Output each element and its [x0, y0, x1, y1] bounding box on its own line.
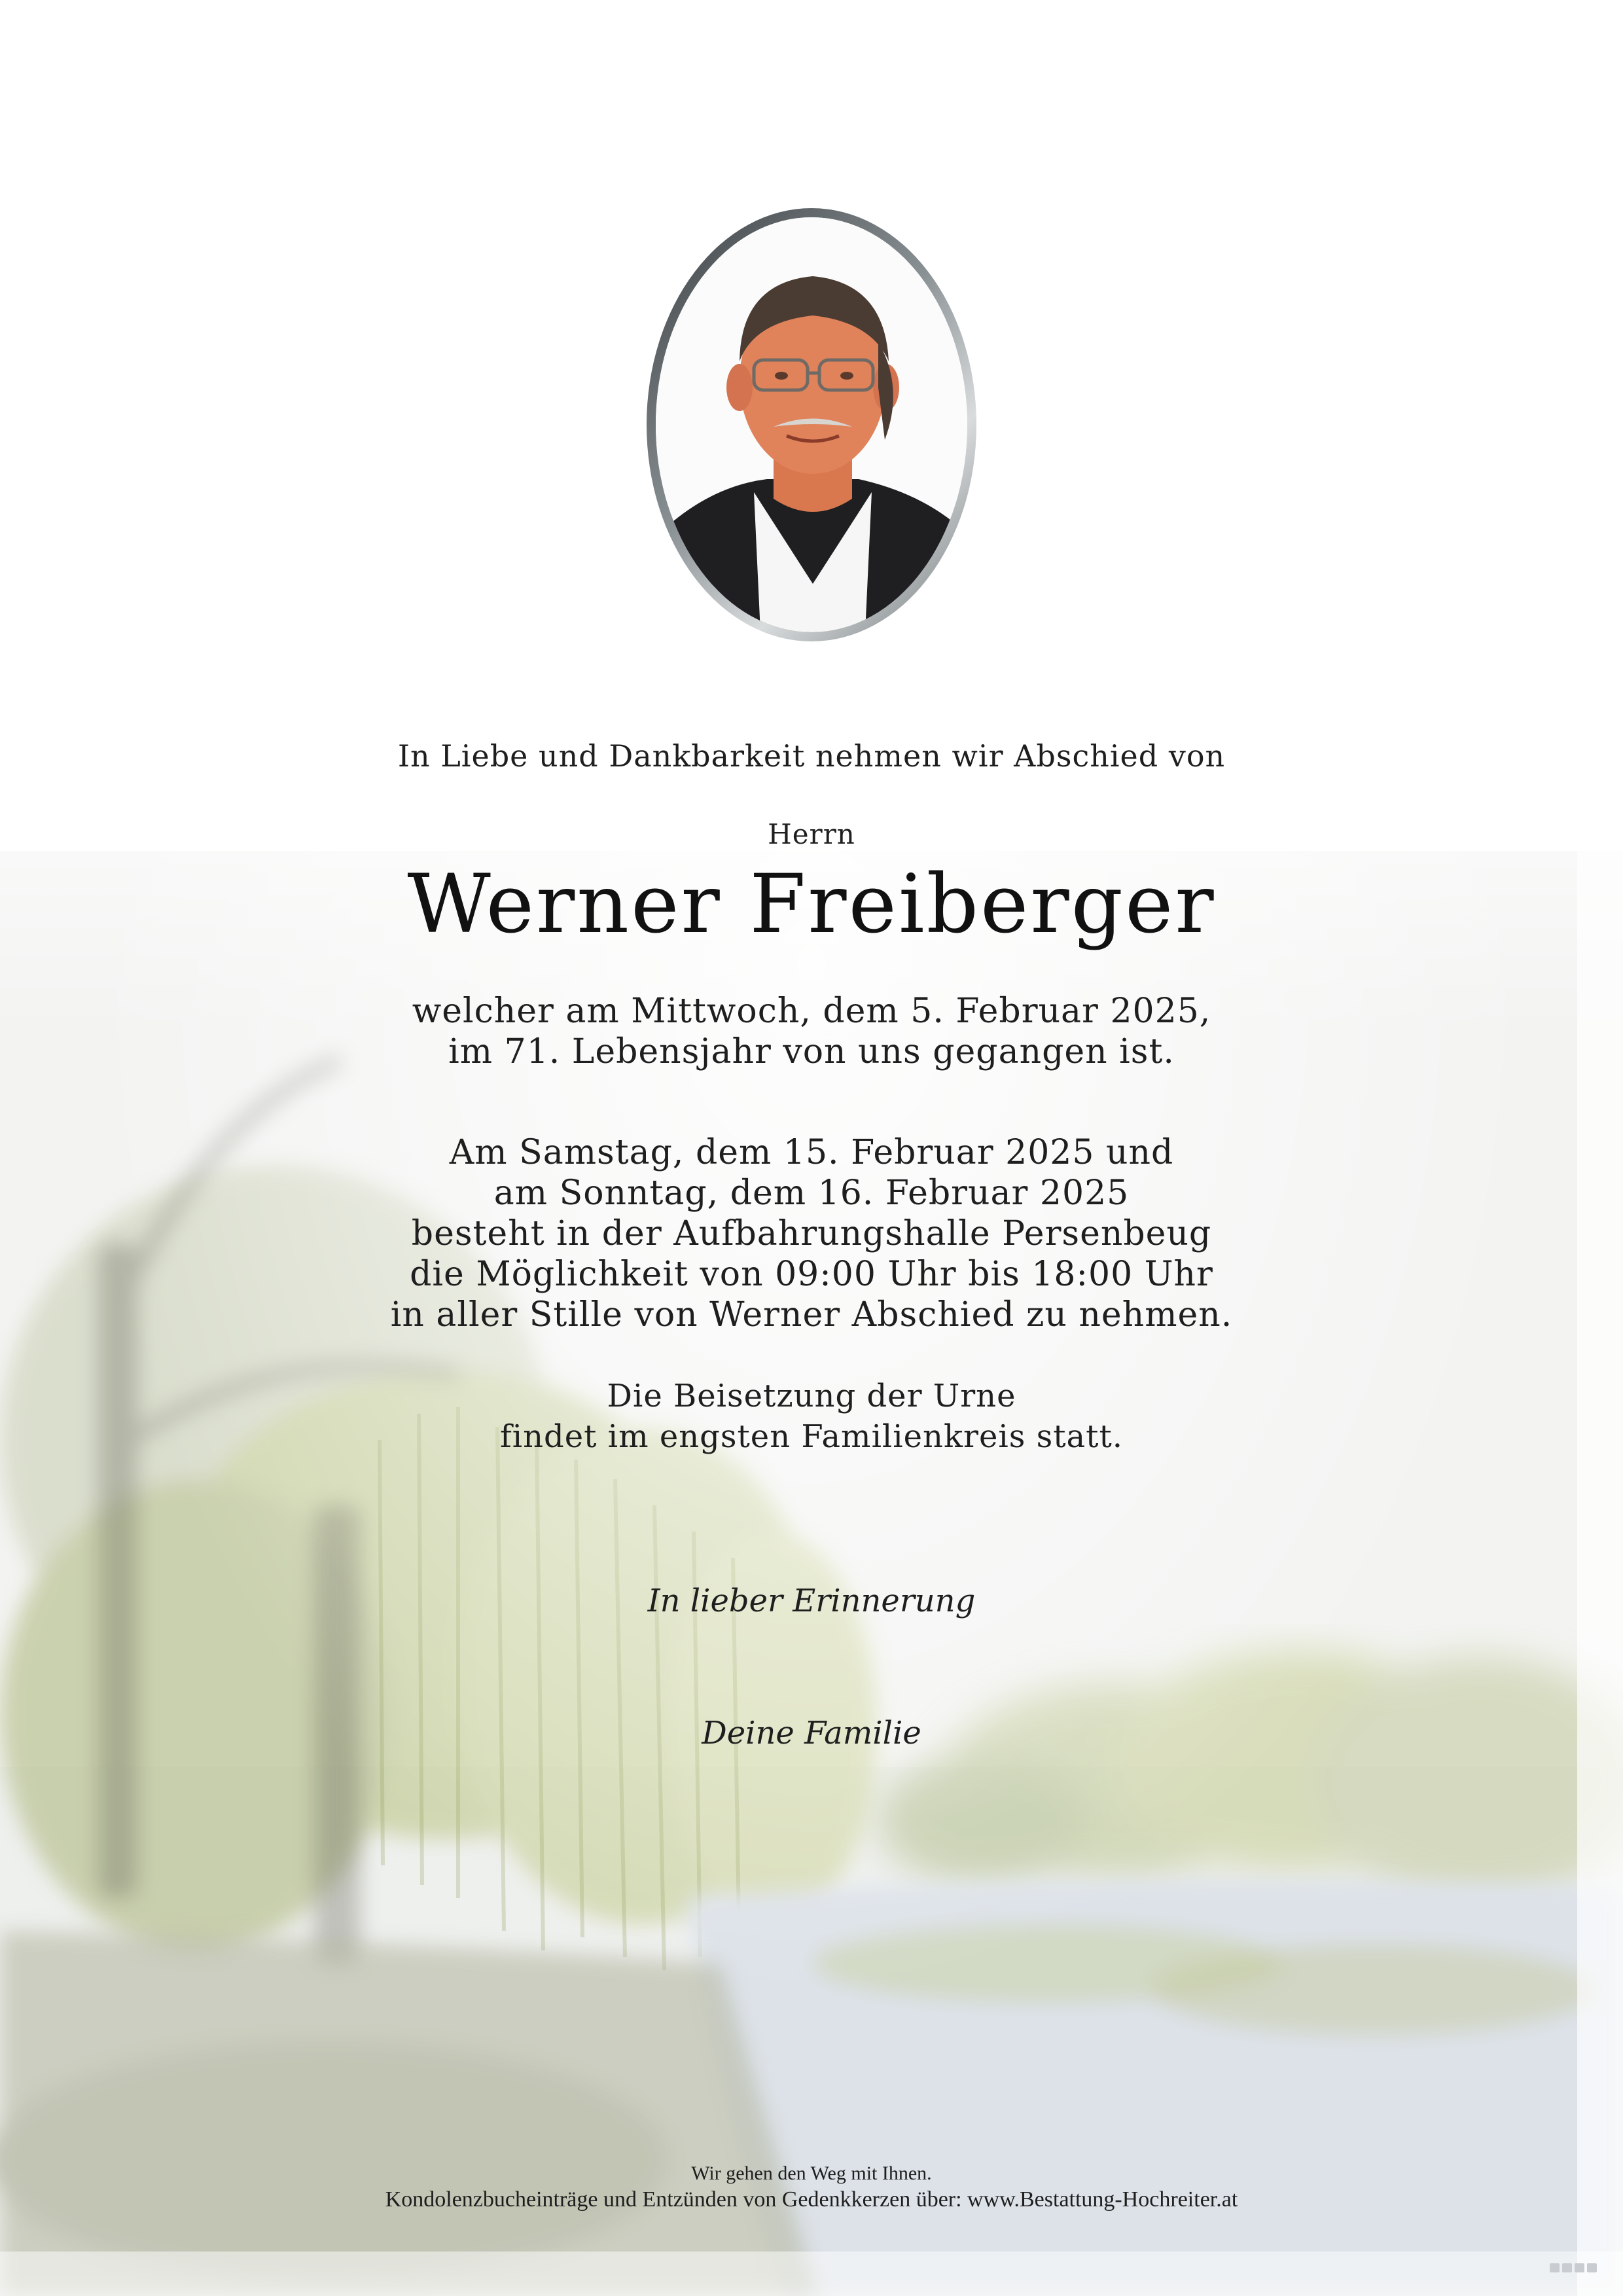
- salutation: Herrn: [768, 818, 855, 850]
- footer-slogan: Wir gehen den Weg mit Ihnen.: [691, 2162, 932, 2184]
- death-date-line: welcher am Mittwoch, dem 5. Februar 2025,: [412, 992, 1211, 1031]
- portrait-image: [656, 217, 967, 632]
- viewing-line: besteht in der Aufbahrungshalle Persenbeug: [411, 1214, 1212, 1253]
- viewing-line: Am Samstag, dem 15. Februar 2025 und: [449, 1133, 1174, 1172]
- print-code-mark: [1550, 2263, 1597, 2272]
- viewing-line: die Möglichkeit von 09:00 Uhr bis 18:00 Uhr: [410, 1255, 1213, 1294]
- intro-text: In Liebe und Dankbarkeit nehmen wir Abschied von: [397, 738, 1226, 774]
- footer-website-note: Kondolenzbucheinträge und Entzünden von Gedenkkerzen über: www.Bestattung-Hochreiter.at: [385, 2187, 1238, 2212]
- portrait-photo: [656, 217, 967, 632]
- deceased-name: Werner Freiberger: [407, 857, 1216, 952]
- family-signature: Deine Familie: [702, 1715, 921, 1751]
- burial-line: findet im engsten Familienkreis statt.: [500, 1418, 1123, 1455]
- age-line: im 71. Lebensjahr von uns gegangen ist.: [448, 1032, 1175, 1071]
- viewing-line: in aller Stille von Werner Abschied zu nehmen.: [390, 1295, 1233, 1335]
- burial-line: Die Beisetzung der Urne: [607, 1378, 1016, 1414]
- portrait-frame: [647, 208, 976, 641]
- viewing-line: am Sonntag, dem 16. Februar 2025: [493, 1174, 1130, 1213]
- memory-text: In lieber Erinnerung: [647, 1583, 976, 1619]
